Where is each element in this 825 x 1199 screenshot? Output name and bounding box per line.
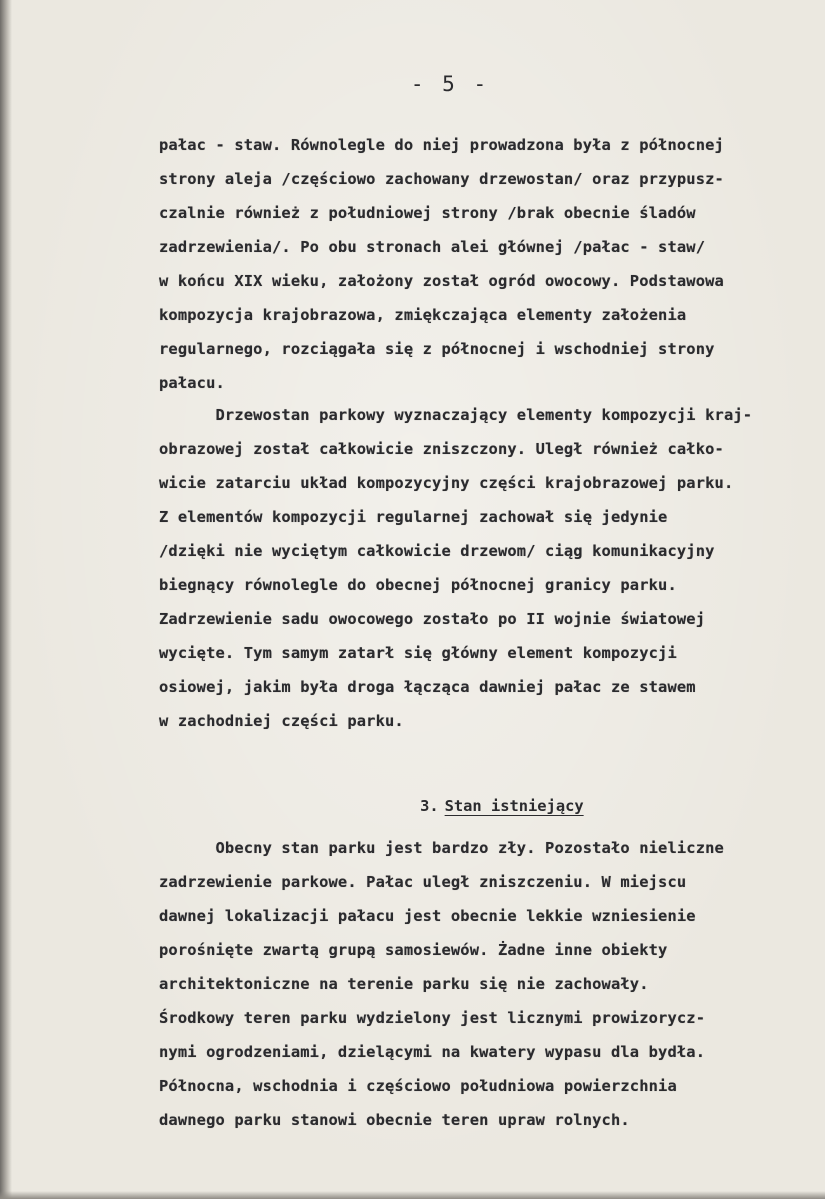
text-line: Z elementów kompozycji regularnej zachował się jedynie: [159, 508, 668, 526]
text-line: Obecny stan parku jest bardzo zły. Pozostało nieliczne: [159, 839, 724, 857]
text-line: Północna, wschodnia i częściowo południowa powierzchnia: [159, 1077, 677, 1095]
text-line: regularnego, rozciągała się z północnej i wschodniej strony: [159, 340, 715, 358]
section-number: 3.: [420, 797, 439, 815]
text-line: /dzięki nie wyciętym całkowicie drzewom/ ciąg komunikacyjny: [159, 542, 715, 560]
text-line: w zachodniej części parku.: [159, 712, 404, 730]
text-line: czalnie również z południowej strony /brak obecnie śladów: [159, 204, 696, 222]
text-line: osiowej, jakim była droga łącząca dawniej pałac ze stawem: [159, 678, 696, 696]
text-line: dawnej lokalizacji pałacu jest obecnie lekkie wzniesienie: [159, 907, 696, 925]
text-line: zadrzewienia/. Po obu stronach alei głównej /pałac - staw/: [159, 238, 706, 256]
page-bottom-shadow: [0, 1191, 825, 1199]
page-number: - 5 -: [410, 72, 490, 96]
section-heading: [383, 776, 584, 836]
text-line: obrazowej został całkowicie zniszczony. Uległ również całko-: [159, 440, 724, 458]
text-line: architektoniczne na terenie parku się nie zachowały.: [159, 975, 649, 993]
text-line: nymi ogrodzeniami, dzielącymi na kwatery wypasu dla bydła.: [159, 1043, 706, 1061]
text-line: pałac - staw. Równolegle do niej prowadzona była z północnej: [159, 136, 724, 154]
text-line: wicie zatarciu układ kompozycyjny części krajobrazowej parku.: [159, 474, 734, 492]
text-line: porośnięte zwartą grupą samosiewów. Żadne inne obiekty: [159, 941, 668, 959]
text-line: zadrzewienie parkowe. Pałac uległ zniszczeniu. W miejscu: [159, 873, 687, 891]
text-line: biegnący równolegle do obecnej północnej granicy parku.: [159, 576, 677, 594]
text-line: Drzewostan parkowy wyznaczający elementy kompozycji kraj-: [159, 406, 753, 424]
text-line: Zadrzewienie sadu owocowego zostało po II wojnie światowej: [159, 610, 706, 628]
text-line: Środkowy teren parku wydzielony jest licznymi prowizorycz-: [159, 1009, 706, 1027]
text-line: kompozycja krajobrazowa, zmiękczająca elementy założenia: [159, 306, 687, 324]
text-line: w końcu XIX wieku, założony został ogród owocowy. Podstawowa: [159, 272, 724, 290]
section-title: Stan istniejący: [444, 797, 584, 815]
text-line: wycięte. Tym samym zatarł się główny element kompozycji: [159, 644, 677, 662]
page-edge-shadow: [0, 0, 12, 1199]
text-line: strony aleja /częściowo zachowany drzewostan/ oraz przypusz-: [159, 170, 724, 188]
text-line: pałacu.: [159, 374, 225, 392]
text-line: dawnego parku stanowi obecnie teren upraw rolnych.: [159, 1111, 630, 1129]
